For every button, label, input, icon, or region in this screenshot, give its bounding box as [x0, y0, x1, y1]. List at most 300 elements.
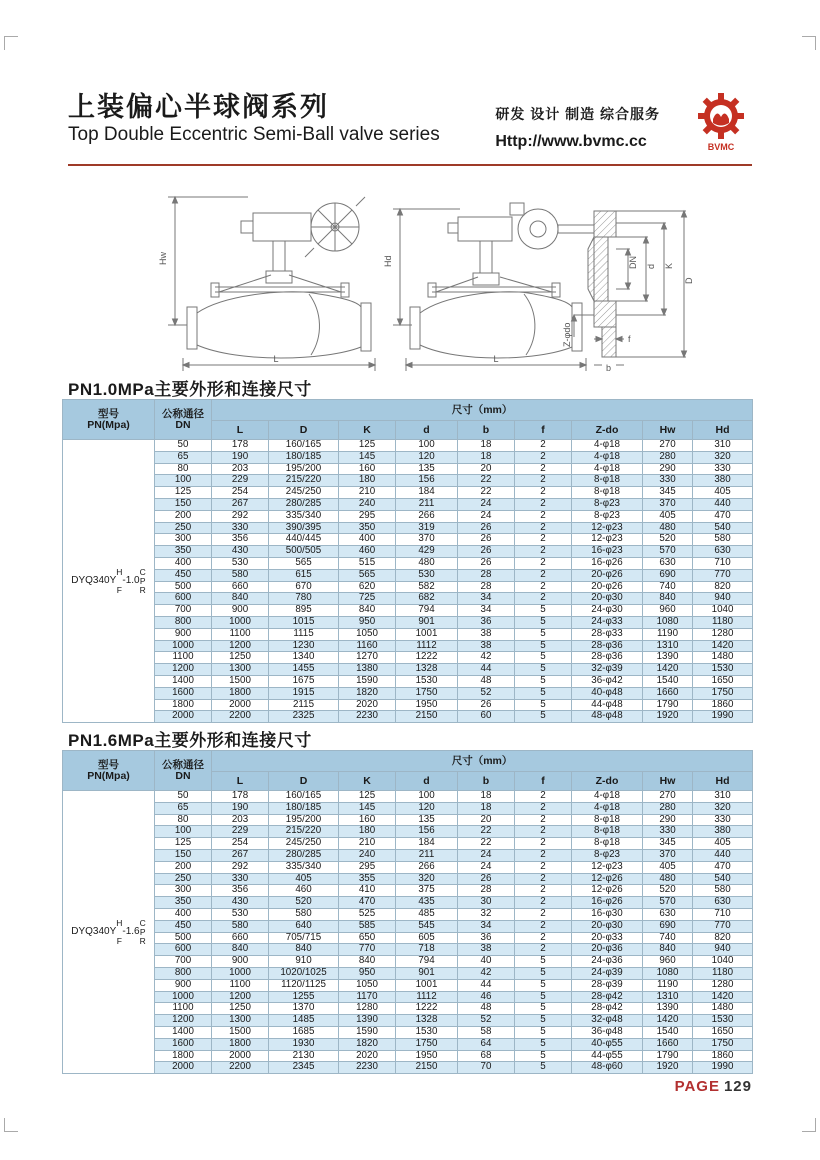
table-cell: 254: [212, 838, 269, 850]
table-row: [63, 510, 753, 522]
table-cell: 52: [458, 687, 515, 699]
table-cell: 1050: [339, 979, 396, 991]
table-cell: 1270: [339, 652, 396, 664]
table-cell: 280: [643, 451, 693, 463]
table-cell: 1990: [693, 1062, 753, 1074]
table-row: [63, 838, 753, 850]
table-cell: 120: [396, 802, 458, 814]
col-header-size: 尺寸（mm）: [212, 751, 753, 772]
table-cell: 840: [643, 593, 693, 605]
table-cell: 44: [458, 664, 515, 676]
table-cell: 8-φ23: [572, 498, 643, 510]
table-cell: 2: [515, 873, 572, 885]
table-cell: 1100: [155, 652, 212, 664]
table-cell: 36-φ48: [572, 1026, 643, 1038]
table-cell: 1180: [693, 967, 753, 979]
table-row: [63, 932, 753, 944]
table-cell: 405: [643, 510, 693, 522]
table-cell: 780: [269, 593, 339, 605]
table-cell: 725: [339, 593, 396, 605]
table-cell: 2: [515, 475, 572, 487]
table-cell: 12-φ23: [572, 534, 643, 546]
table-row: [63, 873, 753, 885]
table-row: [63, 675, 753, 687]
table-cell: 18: [458, 802, 515, 814]
col-header-zdo: Z-do: [572, 421, 643, 440]
table-cell: 125: [339, 791, 396, 803]
services-text: 研发 设计 制造 综合服务: [495, 106, 660, 122]
table-cell: 195/200: [269, 463, 339, 475]
table-cell: 440: [693, 849, 753, 861]
table-cell: 1660: [643, 687, 693, 699]
table-cell: 1015: [269, 616, 339, 628]
table-cell: 125: [155, 487, 212, 499]
table-cell: 1800: [155, 1050, 212, 1062]
table-cell: 405: [269, 873, 339, 885]
table-cell: 22: [458, 487, 515, 499]
table-cell: 405: [693, 838, 753, 850]
table-cell: 2: [515, 522, 572, 534]
table-cell: 565: [339, 569, 396, 581]
table-cell: 1200: [212, 640, 269, 652]
table-cell: 1420: [693, 640, 753, 652]
table-cell: 5: [515, 628, 572, 640]
table-cell: 1050: [339, 628, 396, 640]
table-cell: 570: [643, 897, 693, 909]
table-cell: 145: [339, 802, 396, 814]
table-cell: 1915: [269, 687, 339, 699]
table-cell: 530: [396, 569, 458, 581]
table-cell: 240: [339, 849, 396, 861]
table-cell: 1400: [155, 675, 212, 687]
table-cell: 800: [155, 967, 212, 979]
table-cell: 682: [396, 593, 458, 605]
table-cell: 5: [515, 675, 572, 687]
table-cell: 2: [515, 569, 572, 581]
table-cell: 435: [396, 897, 458, 909]
table-cell: 1860: [693, 699, 753, 711]
table-cell: 660: [212, 581, 269, 593]
table-cell: 470: [339, 897, 396, 909]
table-cell: 370: [643, 849, 693, 861]
table-cell: 1280: [693, 979, 753, 991]
table-cell: 2: [515, 791, 572, 803]
table-cell: 1000: [212, 616, 269, 628]
table-row: [63, 920, 753, 932]
table-cell: 2: [515, 944, 572, 956]
table-cell: 5: [515, 687, 572, 699]
table-cell: 26: [458, 534, 515, 546]
table-cell: 330: [643, 475, 693, 487]
table-row: [63, 1050, 753, 1062]
table-cell: 5: [515, 699, 572, 711]
table-cell: 800: [155, 616, 212, 628]
table-cell: 1040: [693, 605, 753, 617]
crop-mark: [4, 36, 18, 50]
table-cell: 145: [339, 451, 396, 463]
table-cell: 1820: [339, 1038, 396, 1050]
table-cell: 1540: [643, 1026, 693, 1038]
table-cell: 100: [396, 791, 458, 803]
table-cell: 430: [212, 546, 269, 558]
table-cell: 1160: [339, 640, 396, 652]
table-cell: 740: [643, 581, 693, 593]
table-cell: 200: [155, 510, 212, 522]
table-cell: 1820: [339, 687, 396, 699]
dim-label-f: f: [628, 334, 631, 344]
table-cell: 1000: [155, 640, 212, 652]
table-cell: 460: [339, 546, 396, 558]
table-cell: 160/165: [269, 440, 339, 452]
table-cell: 30: [458, 897, 515, 909]
page-number: 129: [723, 1078, 752, 1095]
table-cell: 1115: [269, 628, 339, 640]
table-cell: 620: [339, 581, 396, 593]
table-cell: 180/185: [269, 802, 339, 814]
table-cell: 18: [458, 440, 515, 452]
col-header-hw: Hw: [643, 772, 693, 791]
table-cell: 1300: [212, 664, 269, 676]
table-cell: 2000: [212, 699, 269, 711]
table-cell: 32: [458, 908, 515, 920]
table-cell: 1860: [693, 1050, 753, 1062]
col-header-L: L: [212, 421, 269, 440]
page-subtitle: Top Double Eccentric Semi-Ball valve series: [68, 124, 440, 145]
table-cell: 5: [515, 1062, 572, 1074]
table-cell: 8-φ18: [572, 826, 643, 838]
table-cell: 350: [339, 522, 396, 534]
table-row: [63, 440, 753, 452]
table-cell: 160/165: [269, 791, 339, 803]
table-cell: 2: [515, 557, 572, 569]
table-cell: 450: [155, 569, 212, 581]
table-cell: 605: [396, 932, 458, 944]
table-cell: 60: [458, 711, 515, 723]
table-cell: 660: [212, 932, 269, 944]
table-cell: 100: [155, 826, 212, 838]
table-row: [63, 569, 753, 581]
table-cell: 310: [693, 440, 753, 452]
table-cell: 480: [643, 873, 693, 885]
table-cell: 2000: [155, 711, 212, 723]
table-cell: 1200: [155, 664, 212, 676]
table-cell: 1200: [155, 1015, 212, 1027]
table-cell: 1420: [693, 991, 753, 1003]
table-cell: 44-φ48: [572, 699, 643, 711]
table-cell: 630: [693, 546, 753, 558]
table-cell: 1990: [693, 711, 753, 723]
table-cell: 770: [339, 944, 396, 956]
table-cell: 24: [458, 510, 515, 522]
table-cell: 80: [155, 463, 212, 475]
table-cell: 2020: [339, 1050, 396, 1062]
table-cell: 630: [693, 897, 753, 909]
table-cell: 1190: [643, 628, 693, 640]
table-cell: 26: [458, 873, 515, 885]
table-cell: 20: [458, 814, 515, 826]
table-cell: 356: [212, 534, 269, 546]
table-cell: 600: [155, 944, 212, 956]
table-cell: 5: [515, 1050, 572, 1062]
table-cell: 570: [643, 546, 693, 558]
table-cell: 5: [515, 1015, 572, 1027]
table-cell: 5: [515, 652, 572, 664]
table-cell: 600: [155, 593, 212, 605]
table-cell: 1420: [643, 1015, 693, 1027]
table-cell: 718: [396, 944, 458, 956]
valve-drawing-handwheel: [153, 175, 403, 373]
model-designation: DYQ340Y H F -1.0 C P R: [63, 440, 155, 723]
table-cell: 1920: [643, 1062, 693, 1074]
table-cell: 2: [515, 802, 572, 814]
table-cell: 370: [643, 498, 693, 510]
table-cell: 1120/1125: [269, 979, 339, 991]
table-cell: 34: [458, 593, 515, 605]
table-cell: 156: [396, 826, 458, 838]
table-cell: 545: [396, 920, 458, 932]
dim-label-l: L: [493, 354, 499, 364]
table-cell: 350: [155, 897, 212, 909]
table-cell: 1200: [212, 991, 269, 1003]
table-cell: 156: [396, 475, 458, 487]
table-cell: 580: [693, 534, 753, 546]
table-cell: 950: [339, 967, 396, 979]
table-row: [63, 814, 753, 826]
col-header-D: D: [269, 772, 339, 791]
table-cell: 520: [643, 885, 693, 897]
table-cell: 1920: [643, 711, 693, 723]
col-header-K: K: [339, 772, 396, 791]
table-cell: 2: [515, 510, 572, 522]
table-cell: 670: [269, 581, 339, 593]
table-cell: 794: [396, 605, 458, 617]
company-tagline-block: [495, 104, 660, 151]
table-cell: 2: [515, 932, 572, 944]
table-cell: 1000: [155, 991, 212, 1003]
table-cell: 300: [155, 534, 212, 546]
table-cell: 1480: [693, 652, 753, 664]
table-cell: 390/395: [269, 522, 339, 534]
table-cell: 470: [693, 861, 753, 873]
table-cell: 770: [693, 920, 753, 932]
table-cell: 1230: [269, 640, 339, 652]
table-cell: 1600: [155, 687, 212, 699]
table-cell: 901: [396, 967, 458, 979]
table-cell: 500: [155, 932, 212, 944]
table-cell: 4-φ18: [572, 463, 643, 475]
website-url: Http://www.bvmc.cc: [495, 133, 647, 150]
crop-mark: [4, 1118, 18, 1132]
table-cell: 1222: [396, 1003, 458, 1015]
table-cell: 8-φ18: [572, 487, 643, 499]
table-cell: 80: [155, 814, 212, 826]
table-cell: 1530: [396, 675, 458, 687]
table-cell: 270: [643, 440, 693, 452]
table-cell: 700: [155, 605, 212, 617]
table-cell: 400: [339, 534, 396, 546]
table-row: [63, 885, 753, 897]
table-row: [63, 463, 753, 475]
table-cell: 280/285: [269, 498, 339, 510]
table-cell: 450: [155, 920, 212, 932]
table-cell: 2: [515, 451, 572, 463]
table-row: [63, 605, 753, 617]
table-cell: 345: [643, 838, 693, 850]
table-cell: 2200: [212, 1062, 269, 1074]
table-row: [63, 581, 753, 593]
table-row: [63, 1062, 753, 1074]
table-row: [63, 664, 753, 676]
table-cell: 215/220: [269, 475, 339, 487]
table-cell: 2: [515, 463, 572, 475]
page-title: 上装偏心半球阀系列: [68, 92, 329, 122]
table-cell: 20-φ30: [572, 593, 643, 605]
dim-label-dn: DN: [628, 256, 638, 269]
table-cell: 330: [212, 873, 269, 885]
col-header-hd: Hd: [693, 421, 753, 440]
table-cell: 335/340: [269, 510, 339, 522]
table-cell: 405: [643, 861, 693, 873]
table-row: [63, 897, 753, 909]
table-cell: 250: [155, 522, 212, 534]
table-cell: 184: [396, 838, 458, 850]
table-cell: 229: [212, 826, 269, 838]
table-cell: 2: [515, 908, 572, 920]
crop-mark: [802, 1118, 816, 1132]
table-cell: 2150: [396, 711, 458, 723]
table-cell: 24: [458, 498, 515, 510]
table-cell: 125: [155, 838, 212, 850]
table-cell: 22: [458, 838, 515, 850]
table-cell: 440/445: [269, 534, 339, 546]
table-cell: 460: [269, 885, 339, 897]
table-row: [63, 546, 753, 558]
col-header-dn: 公称通径 DN: [155, 400, 212, 440]
table-cell: 40-φ48: [572, 687, 643, 699]
table-cell: 16-φ26: [572, 897, 643, 909]
table-row: [63, 908, 753, 920]
table-cell: 1190: [643, 979, 693, 991]
table-cell: 2230: [339, 711, 396, 723]
table-cell: 1001: [396, 628, 458, 640]
table-cell: 1590: [339, 1026, 396, 1038]
col-header-f: f: [515, 772, 572, 791]
table-cell: 1750: [693, 687, 753, 699]
table-cell: 211: [396, 498, 458, 510]
table-row: [63, 956, 753, 968]
table-cell: 32-φ48: [572, 1015, 643, 1027]
table-row: [63, 1015, 753, 1027]
table-cell: 565: [269, 557, 339, 569]
logo-text: BVMC: [707, 142, 735, 152]
table-cell: 44: [458, 979, 515, 991]
table-cell: 68: [458, 1050, 515, 1062]
table-cell: 5: [515, 640, 572, 652]
table-cell: 8-φ18: [572, 475, 643, 487]
table-cell: 200: [155, 861, 212, 873]
dim-label-l: L: [273, 354, 279, 364]
table-cell: 530: [212, 908, 269, 920]
table-cell: 540: [693, 522, 753, 534]
table-cell: 320: [693, 802, 753, 814]
table-cell: 1280: [339, 1003, 396, 1015]
col-header-hw: Hw: [643, 421, 693, 440]
table-cell: 295: [339, 861, 396, 873]
table-cell: 319: [396, 522, 458, 534]
table-cell: 840: [339, 956, 396, 968]
table-cell: 1500: [212, 1026, 269, 1038]
table-cell: 292: [212, 510, 269, 522]
table-cell: 1100: [212, 628, 269, 640]
table-cell: 16-φ23: [572, 546, 643, 558]
col-header-b: b: [458, 421, 515, 440]
table-cell: 630: [643, 557, 693, 569]
table-cell: 345: [643, 487, 693, 499]
table-row: [63, 861, 753, 873]
table-row: [63, 487, 753, 499]
table-cell: 18: [458, 791, 515, 803]
table-cell: 1420: [643, 664, 693, 676]
table-row: [63, 967, 753, 979]
table-cell: 1930: [269, 1038, 339, 1050]
table-cell: 266: [396, 861, 458, 873]
table-cell: 1310: [643, 991, 693, 1003]
table-cell: 178: [212, 791, 269, 803]
table-cell: 320: [396, 873, 458, 885]
table-cell: 400: [155, 557, 212, 569]
table-cell: 400: [155, 908, 212, 920]
company-logo: [690, 92, 752, 156]
table-cell: 215/220: [269, 826, 339, 838]
table-row: [63, 475, 753, 487]
table-cell: 180: [339, 826, 396, 838]
table-cell: 120: [396, 451, 458, 463]
table-cell: 1080: [643, 967, 693, 979]
table-cell: 266: [396, 510, 458, 522]
table-cell: 295: [339, 510, 396, 522]
table-cell: 1080: [643, 616, 693, 628]
table-cell: 940: [693, 593, 753, 605]
table-cell: 1328: [396, 1015, 458, 1027]
col-header-D: D: [269, 421, 339, 440]
table-cell: 229: [212, 475, 269, 487]
table-cell: 26: [458, 557, 515, 569]
table-cell: 2: [515, 814, 572, 826]
table-cell: 28-φ39: [572, 979, 643, 991]
table-cell: 50: [155, 440, 212, 452]
table-cell: 65: [155, 451, 212, 463]
table-cell: 280/285: [269, 849, 339, 861]
table-cell: 4-φ18: [572, 791, 643, 803]
table-cell: 2325: [269, 711, 339, 723]
table-cell: 640: [269, 920, 339, 932]
table-cell: 580: [212, 569, 269, 581]
table-cell: 2: [515, 581, 572, 593]
table-cell: 1790: [643, 699, 693, 711]
table-cell: 12-φ23: [572, 861, 643, 873]
table-cell: 5: [515, 1003, 572, 1015]
table-cell: 32-φ39: [572, 664, 643, 676]
table-cell: 1380: [339, 664, 396, 676]
table-row: [63, 826, 753, 838]
table-row: [63, 687, 753, 699]
table-cell: 254: [212, 487, 269, 499]
table-cell: 4-φ18: [572, 451, 643, 463]
table-cell: 520: [269, 897, 339, 909]
table-cell: 26: [458, 546, 515, 558]
table-row: [63, 849, 753, 861]
table-cell: 12-φ26: [572, 873, 643, 885]
